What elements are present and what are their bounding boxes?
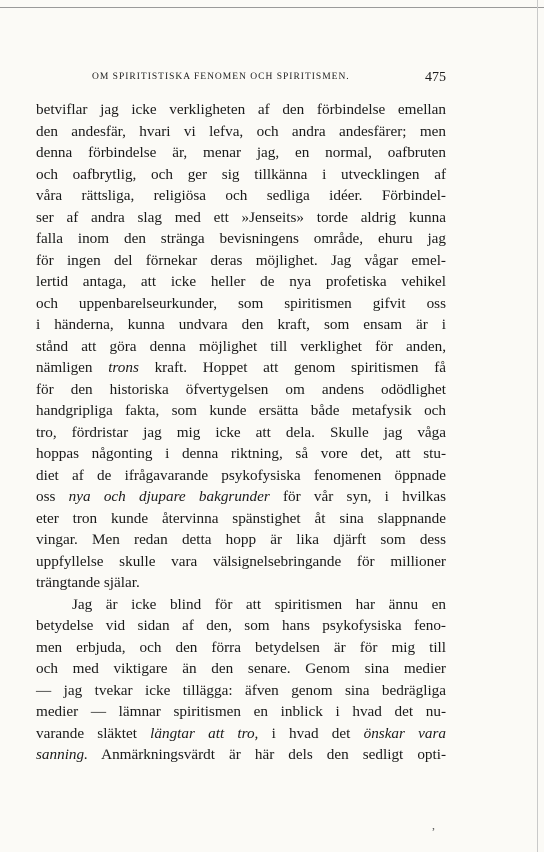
text-line	[36, 680, 446, 702]
text-line	[36, 99, 446, 121]
line-text: ser af andra slag med ett »Jenseits» torde aldrig kunna	[36, 208, 446, 226]
text-line	[36, 185, 446, 207]
emphasis-text: längtar att tro,	[150, 724, 259, 742]
line-text: i händerna, kunna undvara den kraft, som ensam är i	[36, 316, 446, 333]
emphasis-text: sanning.	[36, 746, 88, 763]
line-text: men erbjuda, och den förra betydelsen är för mig till	[36, 638, 446, 656]
text-line	[36, 121, 446, 143]
text-line	[36, 551, 446, 573]
line-text: våra rättsliga, religiösa och sedliga idéer. Förbindel-	[36, 187, 446, 204]
text-line	[36, 572, 446, 594]
line-text: stånd att göra denna möjlighet till verklighet för anden,	[36, 337, 446, 355]
line-text: tro, fördristar jag mig icke att dela. Skulle jag våga	[36, 423, 446, 441]
text-line	[36, 250, 446, 272]
text-line	[36, 336, 446, 358]
line-text: oss	[36, 488, 69, 505]
line-text: medier — lämnar spiritismen en inblick i hvad det nu-	[36, 703, 446, 720]
line-text: — jag tvekar icke tillägga: äfven genom sina bedrägliga	[36, 681, 446, 699]
line-text: nämligen	[36, 359, 109, 376]
line-text: trängtande själar.	[36, 574, 140, 591]
text-line	[36, 271, 446, 293]
line-text: uppfyllelse skulle vara välsignelsebringande för millioner	[36, 552, 446, 570]
body-text	[36, 99, 446, 766]
line-text: och med viktigare än den senare. Genom sina medier	[36, 660, 446, 677]
line-text: falla inom den stränga bevisningens område, ehuru jag	[36, 230, 446, 247]
top-rule	[0, 7, 544, 8]
text-line	[36, 357, 446, 379]
text-line	[36, 379, 446, 401]
text-line	[36, 422, 446, 444]
text-line	[36, 164, 446, 186]
line-text: betydelse vid sidan af den, som hans psykofysiska feno-	[36, 617, 446, 634]
page-number: 475	[425, 70, 446, 85]
text-line	[36, 508, 446, 530]
text-line	[36, 658, 446, 680]
line-text: i hvad det	[258, 724, 364, 742]
line-text: för ingen del förnekar deras möjlighet. Jag vågar emel-	[36, 251, 446, 269]
line-text: för vår syn, i hvilkas	[269, 488, 447, 505]
text-line	[36, 400, 446, 422]
text-line	[36, 142, 446, 164]
text-line	[36, 529, 446, 551]
emphasis-text: önskar vara	[363, 724, 447, 742]
text-line	[36, 486, 446, 508]
text-line	[36, 744, 446, 766]
line-text: kraft. Hoppet att genom spiritismen få	[138, 359, 446, 376]
line-text: lertid antaga, att icke heller de nya profetiska vehikel	[36, 273, 446, 290]
line-text: diet af de ifrågavarande psykofysiska fenomenen öppnade	[36, 466, 446, 484]
page-edge	[537, 0, 538, 852]
line-text: vingar. Men redan detta hopp är lika djärft som dess	[36, 531, 446, 548]
line-text: varande släktet	[36, 724, 151, 742]
line-text: Anmärkningsvärdt är här dels den sedligt opti-	[87, 746, 446, 763]
line-text: för den historiska öfvertygelsen om andens odödlighet	[36, 380, 446, 398]
line-text: eter tron kunde återvinna spänstighet åt sina slappnande	[36, 509, 446, 527]
text-line	[36, 701, 446, 723]
running-header	[36, 70, 446, 86]
text-line	[36, 637, 446, 659]
line-text: denna förbindelse är, menar jag, en normal, oafbruten	[36, 144, 446, 161]
emphasis-text: nya och djupare bakgrunder	[68, 488, 270, 505]
line-text: och oafbrytlig, och ger sig tillkänna i utvecklingen af	[36, 165, 446, 183]
ink-mark: ,	[432, 818, 435, 832]
text-line	[36, 293, 446, 315]
line-text: betviflar jag icke verkligheten af den förbindelse emellan	[36, 101, 446, 118]
text-line	[36, 207, 446, 229]
line-text: handgripliga fakta, som kunde ersätta både metafysik och	[36, 402, 446, 419]
text-line	[36, 723, 446, 745]
line-text: den andesfär, hvari vi lefva, och andra andesfärer; men	[36, 122, 446, 140]
emphasis-text: trons	[108, 359, 139, 376]
text-line	[36, 443, 446, 465]
line-text: hoppas någonting i denna riktning, så vore det, att stu-	[36, 445, 446, 462]
line-text: Jag är icke blind för att spiritismen har ännu en	[72, 595, 446, 613]
text-line	[36, 594, 446, 616]
text-line	[36, 314, 446, 336]
line-text: och uppenbarelseurkunder, som spiritismen gifvit oss	[36, 294, 446, 312]
text-line	[36, 615, 446, 637]
text-line	[36, 228, 446, 250]
text-line	[36, 465, 446, 487]
running-title: OM SPIRITISTISKA FENOMEN OCH SPIRITISMEN.	[92, 72, 350, 82]
